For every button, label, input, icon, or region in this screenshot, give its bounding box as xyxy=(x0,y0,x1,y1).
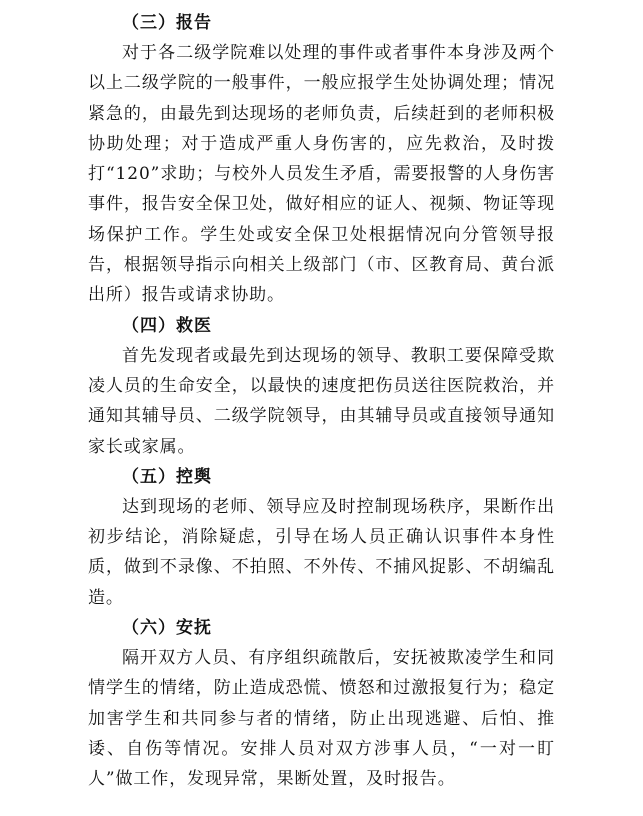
section-report xyxy=(88,8,555,311)
section-heading: （四）救医 xyxy=(122,315,212,336)
section-comfort xyxy=(88,613,555,794)
section-paragraph: 对于各二级学院难以处理的事件或者事件本身涉及两个以上二级学院的一般事件，一般应报学生处协调处理；情况紧急的，由最先到达现场的老师负责，后续赶到的老师积极协助处理；对于造成严重人身伤害的，应先救治，及时拨打“120”求助；与校外人员发生矛盾，需要报警的人身伤害事件，报告安全保卫处，做好相应的证人、视频、物证等现场保护工作。学生处或安全保卫处根据情况向分管领导报告，根据领导指示向相关上级部门（市、区教育局、黄台派出所）报告或请求协助。 xyxy=(88,43,555,306)
section-medical-aid xyxy=(88,311,555,462)
section-heading: （五）控舆 xyxy=(122,466,212,487)
section-heading: （三）报告 xyxy=(122,13,212,33)
section-paragraph: 首先发现者或最先到达现场的领导、教职工要保障受欺凌人员的生命安全，以最快的速度把伤员送往医院救治，并通知其辅导员、二级学院领导，由其辅导员或直接领导通知家长或家属。 xyxy=(88,345,555,457)
section-paragraph: 达到现场的老师、领导应及时控制现场秩序，果断作出初步结论，消除疑虑，引导在场人员正确认识事件本身性质，做到不录像、不拍照、不外传、不捕风捉影、不胡编乱造。 xyxy=(88,496,555,608)
section-public-opinion-control xyxy=(88,462,555,613)
section-paragraph: 隔开双方人员、有序组织疏散后，安抚被欺凌学生和同情学生的情绪，防止造成恐慌、愤怒和过激报复行为；稳定加害学生和共同参与者的情绪，防止出现逃避、后怕、推诿、自伤等情况。安排人员对双方涉事人员，“一对一盯人”做工作，发现异常，果断处置，及时报告。 xyxy=(88,648,555,790)
section-heading: （六）安抚 xyxy=(122,618,212,639)
